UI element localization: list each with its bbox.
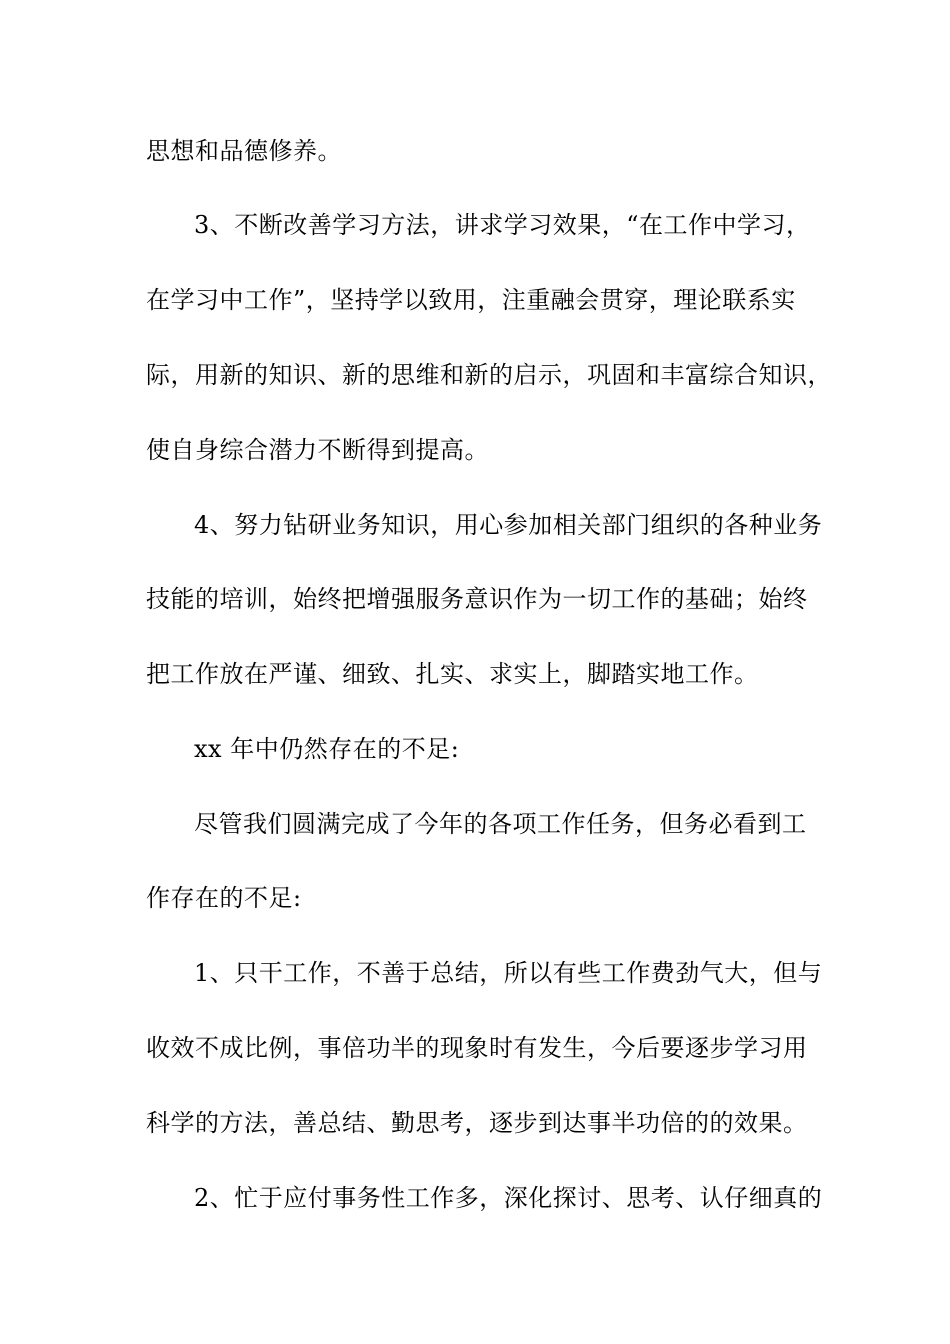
- text-line: xx 年中仍然存在的不足:: [194, 735, 460, 763]
- text-line: 收效不成比例，事倍功半的现象时有发生，今后要逐步学习用: [146, 1034, 808, 1062]
- text-line: 在学习中工作”，坚持学以致用，注重融会贯穿，理论联系实: [146, 286, 796, 314]
- text-line: 技能的培训，始终把增强服务意识作为一切工作的基础；始终: [146, 585, 808, 613]
- text-line: 使自身综合潜力不断得到提高。: [146, 436, 489, 464]
- text-line: 4、努力钻研业务知识，用心参加相关部门组织的各种业务: [194, 511, 823, 539]
- text-line: 3、不断改善学习方法，讲求学习效果，“在工作中学习，: [194, 211, 811, 239]
- text-line: 尽管我们圆满完成了今年的各项工作任务，但务必看到工: [194, 810, 807, 838]
- text-line: 际，用新的知识、新的思维和新的启示，巩固和丰富综合知识，: [146, 361, 832, 389]
- text-line: 2、忙于应付事务性工作多，深化探讨、思考、认仔细真的: [194, 1184, 823, 1212]
- text-line: 1、只干工作，不善于总结，所以有些工作费劲气大，但与: [194, 959, 823, 987]
- text-line: 把工作放在严谨、细致、扎实、求实上，脚踏实地工作。: [146, 660, 759, 688]
- text-line: 科学的方法，善总结、勤思考，逐步到达事半功倍的的效果。: [146, 1109, 808, 1137]
- text-line: 作存在的不足:: [146, 884, 302, 912]
- text-line: 思想和品德修养。: [146, 137, 342, 165]
